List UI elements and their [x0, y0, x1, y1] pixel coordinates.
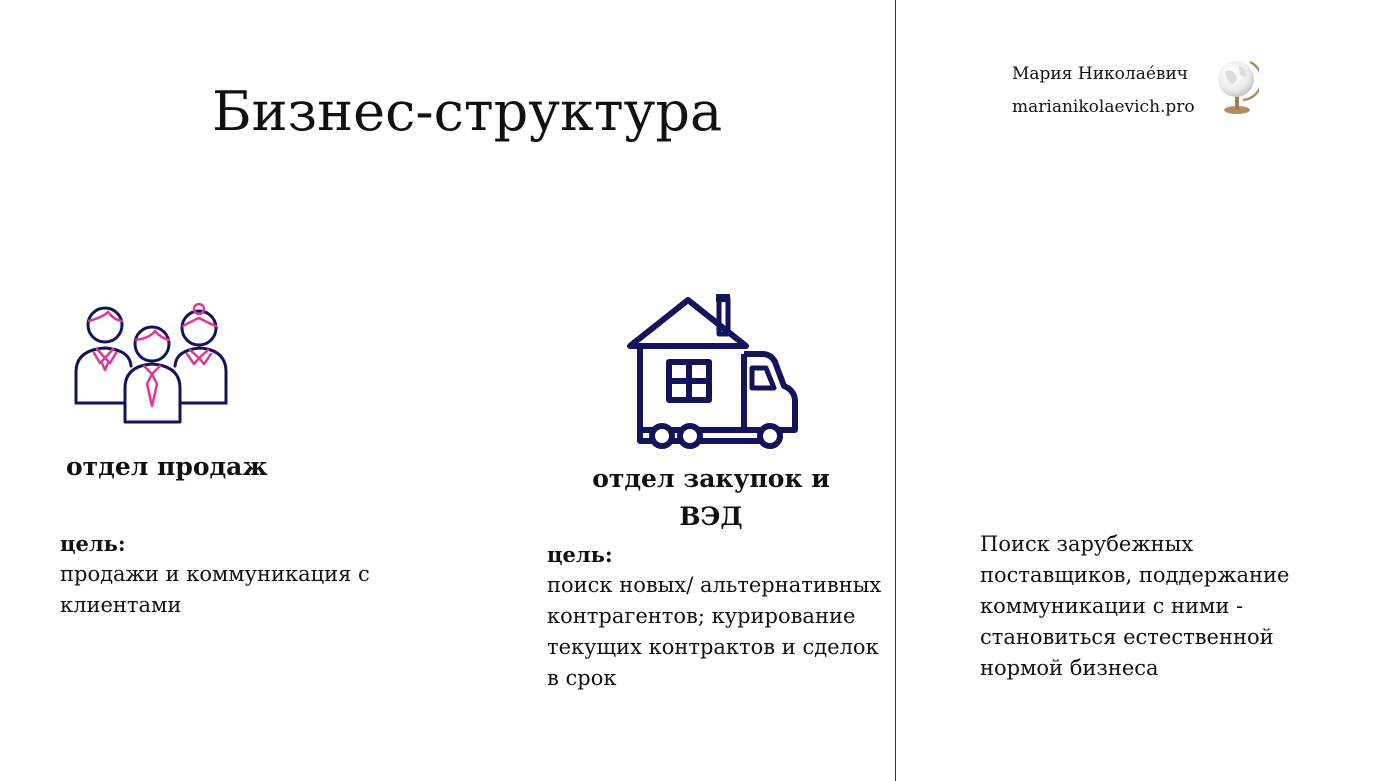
author-block	[1012, 58, 1195, 124]
purchasing-goal-label: цель:	[547, 542, 613, 567]
sales-goal	[60, 528, 400, 621]
purchasing-goal	[547, 539, 882, 694]
house-truck-icon	[626, 290, 802, 450]
author-name: Мария Николае́вич	[1012, 64, 1189, 84]
people-group-icon	[70, 300, 232, 426]
side-note: Поиск зарубежных поставщиков, поддержание коммуникации с ними - становиться естественной нормой бизнеса	[980, 532, 1290, 680]
author-site: marianikolaevich.pro	[1012, 97, 1195, 117]
globe-icon	[1213, 52, 1259, 118]
sales-goal-label: цель:	[60, 531, 126, 556]
page-title: Бизнес-структура	[212, 80, 723, 143]
sales-goal-text: продажи и коммуникация с клиентами	[60, 562, 370, 617]
purchasing-department-title: отдел закупок и ВЭД	[592, 464, 830, 531]
purchasing-goal-text: поиск новых/ альтернативных контрагентов; курирование текущих контрактов и сделок в срок	[547, 573, 882, 690]
vertical-divider	[895, 0, 896, 781]
sales-department-title: отдел продаж	[66, 452, 268, 481]
